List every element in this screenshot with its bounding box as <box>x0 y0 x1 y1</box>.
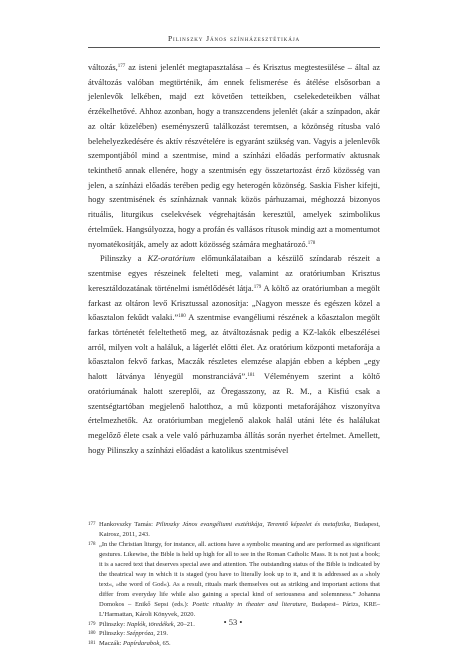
italic-title: Pilinszky János evangéliumi esztétikája, Teremtő képzelet és metafizika <box>155 521 350 528</box>
footnote-ref-179: 179 <box>253 284 262 290</box>
footnote-number: 178 <box>88 541 96 547</box>
text-run: Pilinszky a <box>100 253 148 264</box>
footnote-181 <box>88 639 380 649</box>
text-run: Hankovszky Tamás: <box>99 521 156 528</box>
footnote-ref-180: 180 <box>178 314 186 320</box>
italic-title: KZ-oratórium <box>147 253 195 264</box>
italic-title: Naplók, töredékek <box>126 620 174 628</box>
text-run: előmunkálataiban a készülő színdarab részeit a szentmise egyes részeinek felelteti meg, valamint az oratóriumban Krisztus keresztáldozatának történelmi ismétlődését látja. <box>88 253 381 293</box>
footnote-178 <box>88 540 380 620</box>
text-run: A költő az oratóriumban a megölt farkast az oltáron levő Krisztussal azonosítja: „Nagyon messze és egészen közel a kőasztalon fekűdt valaki.” <box>88 282 380 323</box>
text-run: az isteni jelenlét megtapasztalása – és Krisztus megtestesülése – által az átváltozás valóban megtörténik, ám ennek felismerése és átélése elsősorban a jelenlevők lelkében, majd ezt követően tetteikben, cselekedeteikben válhat érzékelhetővé. Ahhoz azonban, hogy a transzcendens jelenlét (akár a színpadon, akár az oltár közelében) eseményszerű találkozást teremtsen, a közönség rítusba való belehelyezkedésére és aktív részvételére is egyaránt szükség van. Vagyis a jelenlevők szempontjából mind a szentmise, mind a színházi előadás performatív aktusnak tekinthető annak ellenére, hogy a szentmisén egy összetartozást érző közösség van jelen, a színházi előadás terében pedig egy heterogén közönség. Saskia Fisher kifejti, hogy szentmisének és színháznak vannak közös párhuzamai, méghozzá bizonyos rituális, liturgikus cselekvések végrehajtásán keresztül, amelyek szimbolikus értelműek. Hangsúlyozza, hogy a profán és vallásos rítusok mindig azt a momentumot nyomatékosítják, amely az adott közösség számára meghatározó. <box>88 62 380 249</box>
footnotes <box>88 520 380 649</box>
running-head: Pilinszky János színházesztétikája <box>167 34 301 43</box>
footnote-177 <box>88 520 380 540</box>
text-run: , Budapest– Párizs, KRE–L’Harmattan, Károli Könyvek, 2020. <box>99 600 381 618</box>
footnote-number: 180 <box>88 631 96 637</box>
body-text <box>88 60 380 457</box>
text-run: Véleményem szerint a költő oratóriumának halott szereplői, az Öregasszony, az R. M., a Kisfiú csak a szentségtartóban megjelenő halotthoz, a mű központi metaforájához viszonyítva értelmezhetők. Az oratóriumban megjelenő alakok halál utáni léte és halálukat megelőző élete csak a vele való párhuzamba állítás során nyerhet értelmet. Amellett, hogy Pilinszky a színházi előadást a katolikus szentmisével <box>88 371 380 455</box>
paragraph-2 <box>88 251 380 457</box>
footnote-ref-178: 178 <box>307 240 316 246</box>
italic-title: Papírdarabok <box>123 640 160 648</box>
italic-title: Poetic rituality in theater and literature <box>192 600 306 608</box>
text-run: , 20–21. <box>173 620 195 628</box>
paragraph-1 <box>88 60 380 251</box>
text-run: „In the Christian liturgy, for instance, all. actions have a symbolic meaning and are performed as significant gestures. Likewise, the Bible is held up high for all to see in the Roman Catholic Mass. It is not just a book; it is a sacred text that deserves special awe and attention. The outstanding status of the Bible is indicated by the theatrical way in which it is staged (you have to literally look up to it, and it is addressed as a »holy text«, »the word of God«). As a result, rituals mark themselves out as striking and important actions that differ from everyday life while also gaining a special kind of seriousness and solemnness.” Johanna Domokos – Enikő Sepsi (eds.): <box>99 540 380 608</box>
footnote-number: 179 <box>88 621 96 627</box>
text-run: Maczák: <box>99 640 124 648</box>
text-run: változás, <box>88 62 118 72</box>
header-rule <box>88 47 380 48</box>
text-run: Pilinszky: <box>99 620 127 628</box>
page-number: • 53 • <box>223 617 243 627</box>
footnote-180 <box>88 629 380 639</box>
footnote-number: 177 <box>88 522 96 527</box>
text-run: Pilinszky: <box>99 630 127 638</box>
text-run: , 65. <box>159 640 171 648</box>
footnote-number: 181 <box>88 641 96 647</box>
footnote-ref-177: 177 <box>117 63 126 69</box>
italic-title: Széppróza <box>126 630 154 638</box>
text-run: , Budapest, Kairosz, 2011, 243. <box>99 521 380 538</box>
footnote-ref-181: 181 <box>247 372 255 378</box>
text-run: A szentmise evangéliumi részének a kőasztalon megölt farkas történetét feleltethető meg, az átváltozásnak pedig a KZ-lakók elbeszélései arról, milyen volt a haláluk, a lágerlét előtti élet. Az oratórium központi metaforája a kőasztalon fekvő farkas, Maczák részletes elemzése alapján ebben a képben „egy halott látványa lényegül monstranciává”. <box>88 312 380 382</box>
text-run: , 219. <box>153 630 168 638</box>
